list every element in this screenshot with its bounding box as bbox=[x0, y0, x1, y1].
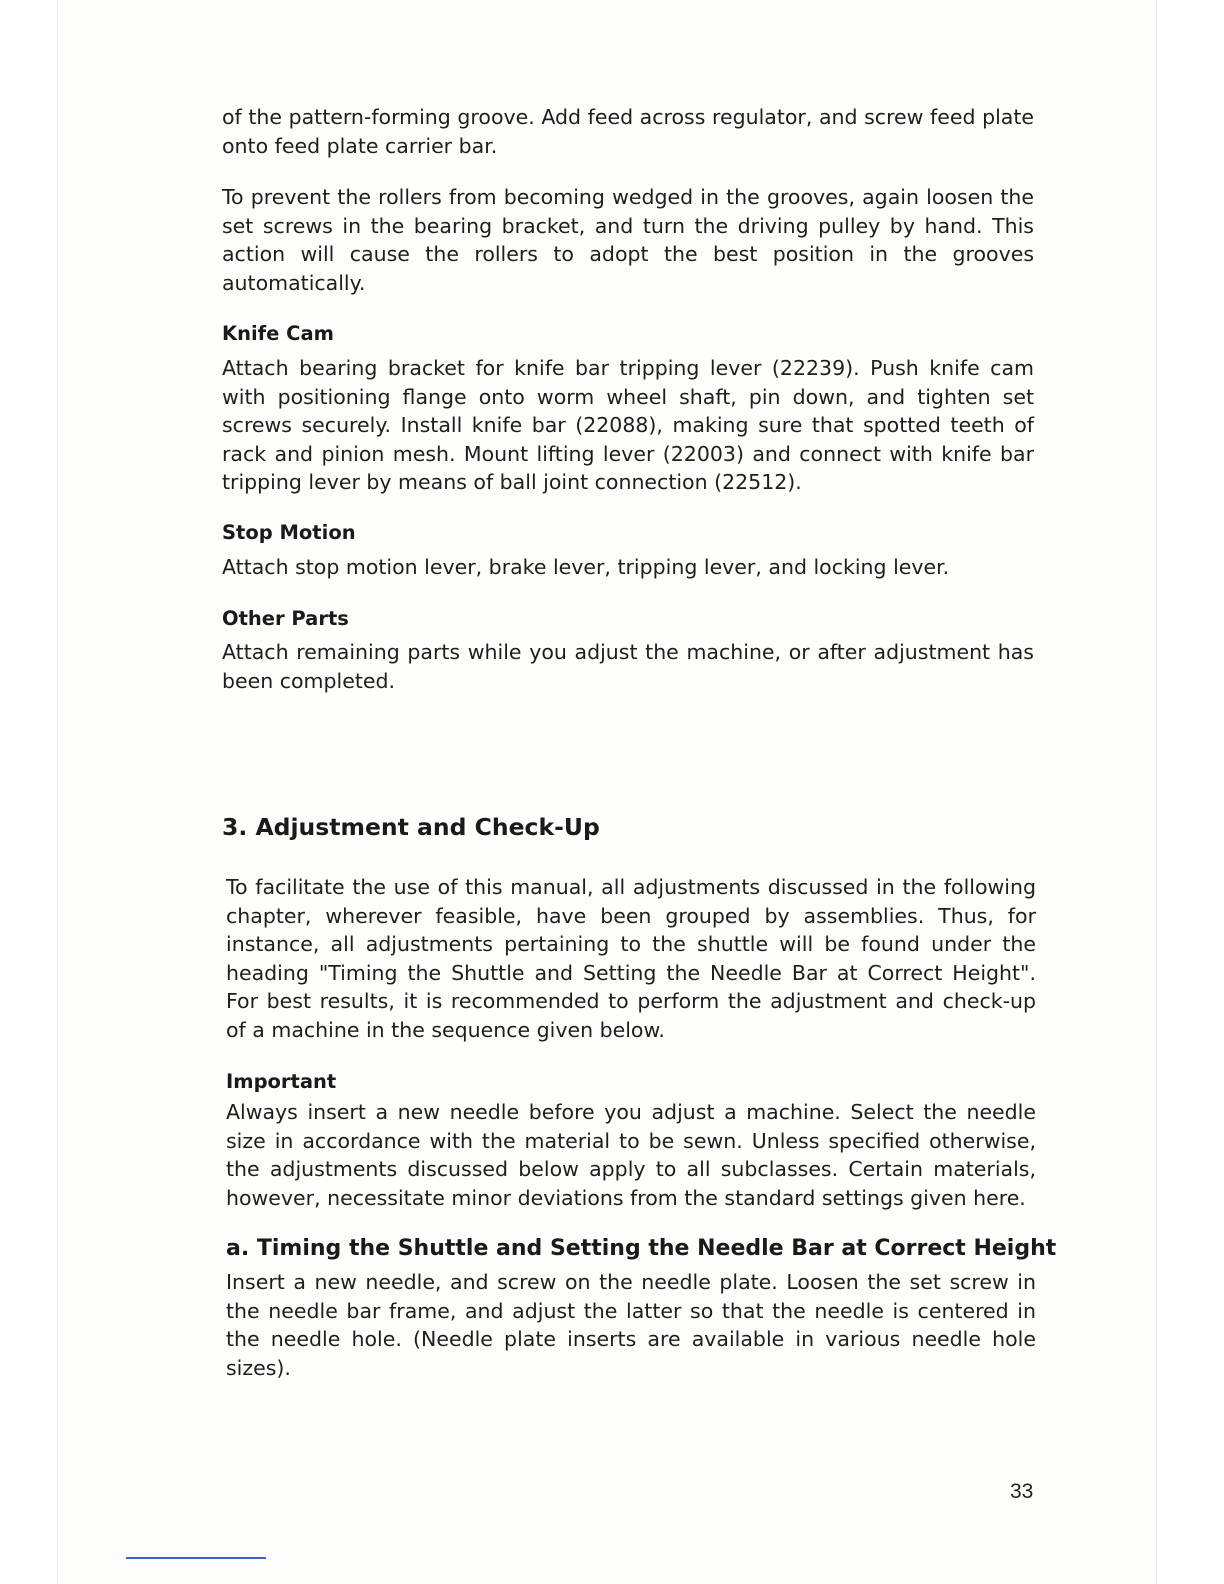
timing-heading: a. Timing the Shuttle and Setting the Needle Bar at Correct Height bbox=[226, 1236, 1057, 1261]
knife-cam-heading: Knife Cam bbox=[222, 322, 334, 345]
stop-motion-body: Attach stop motion lever, brake lever, tripping lever, and locking lever. bbox=[222, 555, 950, 579]
important-heading: Important bbox=[226, 1070, 337, 1093]
other-parts-body: Attach remaining parts while you adjust the machine, or after adjustment has been completed. bbox=[222, 640, 1034, 693]
continuation-paragraph: of the pattern-forming groove. Add feed across regulator, and screw feed plate onto feed plate carrier bar. bbox=[222, 105, 1034, 158]
other-parts-heading: Other Parts bbox=[222, 607, 349, 630]
important-body: Always insert a new needle before you adjust a machine. Select the needle size in accordance with the material to be sewn. Unless specified otherwise, the adjustments discussed below apply to all subclasses. Certain materials, however, necessitate minor deviations from the standard settings given here. bbox=[226, 1100, 1036, 1210]
knife-cam-body: Attach bearing bracket for knife bar tripping lever (22239). Push knife cam with positioning flange onto worm wheel shaft, pin down, and tighten set screws securely. Install knife bar (22088), making sure that spotted teeth of rack and pinion mesh. Mount lifting lever (22003) and connect with knife bar tripping lever by means of ball joint connection (22512). bbox=[222, 356, 1034, 494]
footer-rule bbox=[126, 1557, 266, 1559]
page-number: 33 bbox=[1010, 1480, 1034, 1503]
section-3-body: To facilitate the use of this manual, all adjustments discussed in the following chapter, wherever feasible, have been grouped by assemblies. Thus, for instance, all adjustments pertaining to the shuttle will be found under the heading "Timing the Shuttle and Setting the Needle Bar at Correct Height". For best results, it is recommended to perform the adjustment and check-up of a machine in the sequence given below. bbox=[226, 875, 1036, 1042]
section-3-heading: 3. Adjustment and Check-Up bbox=[222, 813, 600, 841]
timing-body: Insert a new needle, and screw on the needle plate. Loosen the set screw in the needle bar frame, and adjust the latter so that the needle is centered in the needle hole. (Needle plate inserts are available in various needle hole sizes). bbox=[226, 1270, 1036, 1380]
rollers-paragraph: To prevent the rollers from becoming wedged in the grooves, again loosen the set screws in the bearing bracket, and turn the driving pulley by hand. This action will cause the rollers to adopt the best position in the grooves automatically. bbox=[222, 185, 1034, 295]
stop-motion-heading: Stop Motion bbox=[222, 521, 356, 544]
